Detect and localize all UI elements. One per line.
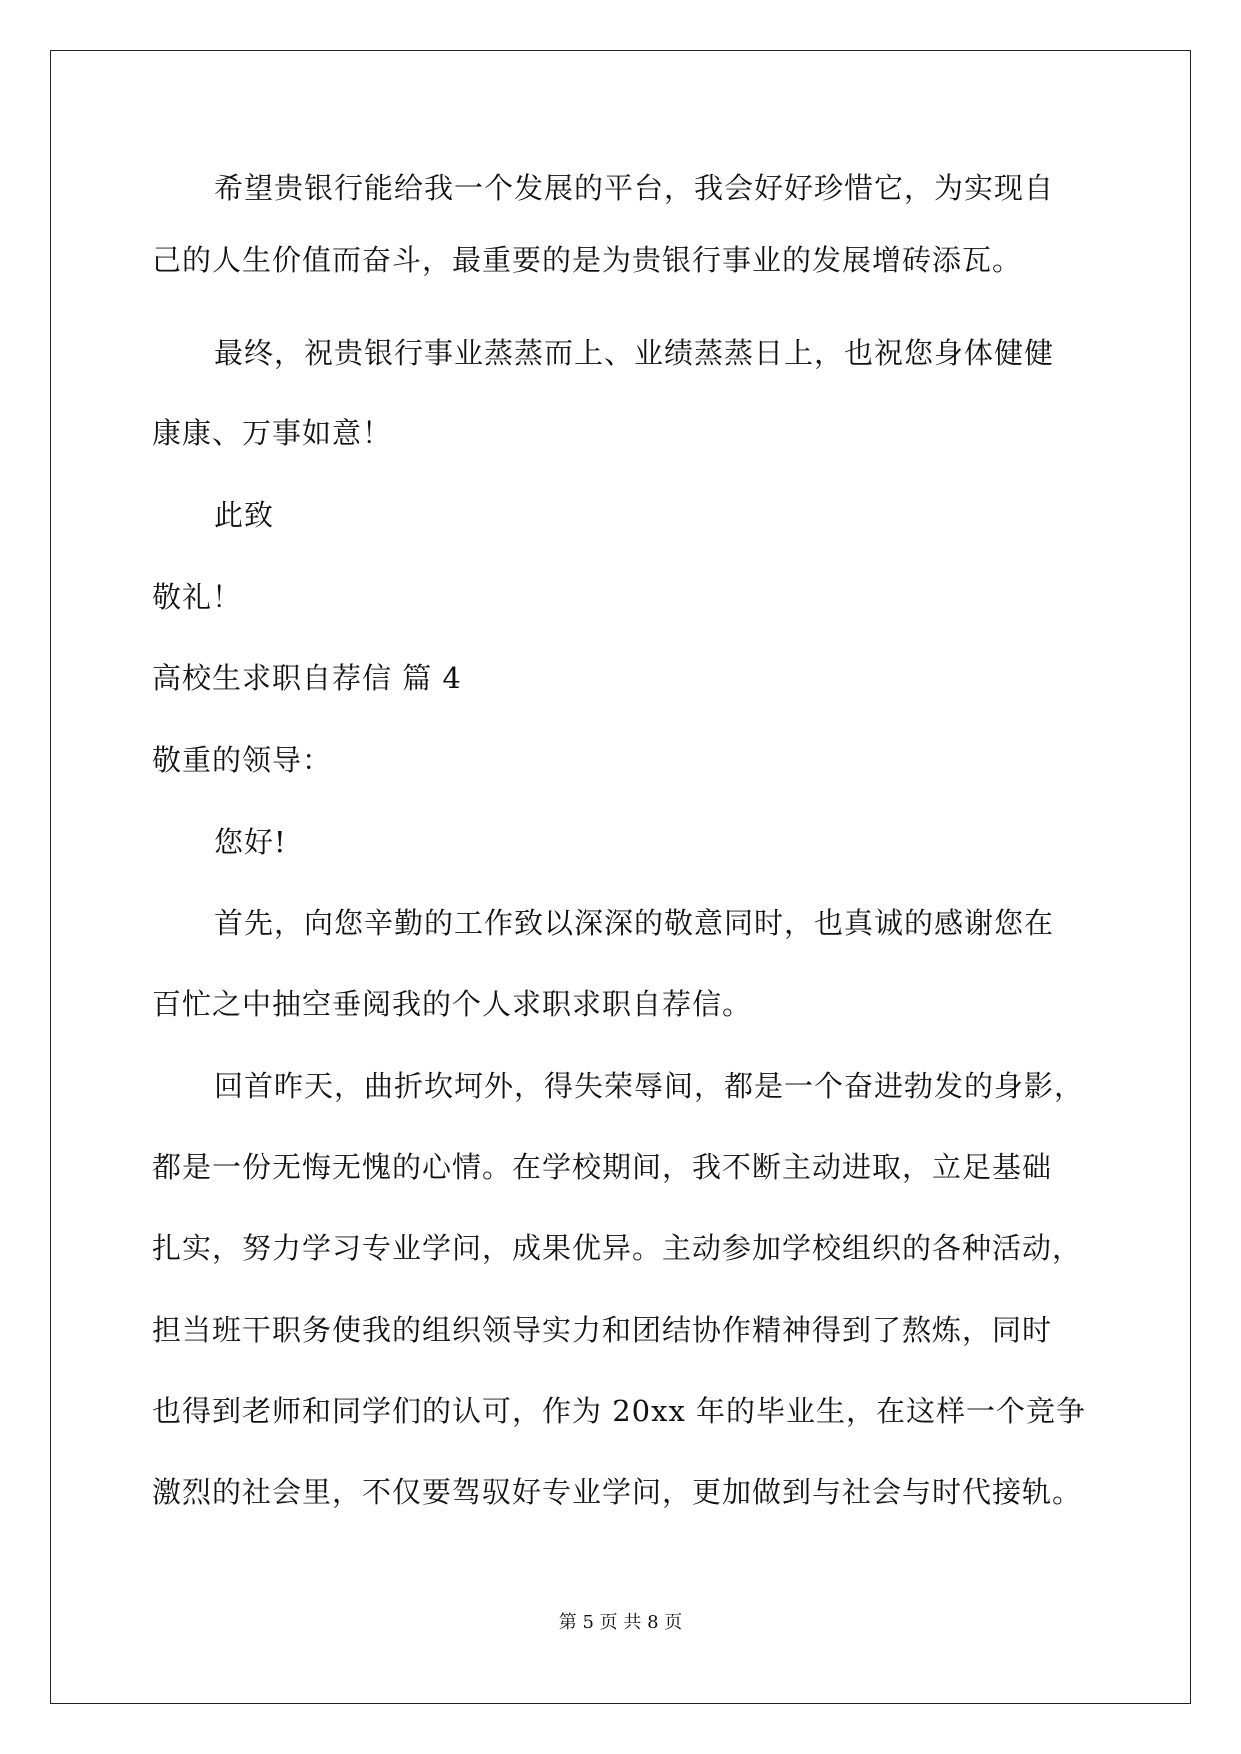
page-frame: [50, 50, 1191, 1704]
paragraph-line: 回首昨天，曲折坎坷外，得失荣辱间，都是一个奋进勃发的身影，: [214, 1069, 1085, 1103]
paragraph-line: 希望贵银行能给我一个发展的平台，我会好好珍惜它，为实现自: [214, 171, 1055, 205]
paragraph-line: 最终，祝贵银行事业蒸蒸而上、业绩蒸蒸日上，也祝您身体健健: [214, 336, 1055, 370]
paragraph-line: 己的人生价值而奋斗，最重要的是为贵银行事业的发展增砖添瓦。: [152, 243, 1023, 277]
paragraph-line: 激烈的社会里，不仅要驾驭好专业学问，更加做到与社会与时代接轨。: [152, 1475, 1083, 1509]
closing-salutation: 敬礼！: [152, 580, 243, 614]
section-title: 高校生求职自荐信 篇 4: [152, 661, 462, 695]
letter-salutation: 敬重的领导：: [152, 743, 333, 777]
closing-phrase: 此致: [214, 498, 275, 532]
paragraph-line: 百忙之中抽空垂阅我的个人求职求职自荐信。: [152, 987, 753, 1021]
paragraph-line: 担当班干职务使我的组织领导实力和团结协作精神得到了熬炼，同时: [152, 1313, 1053, 1347]
paragraph-line: 也得到老师和同学们的认可，作为 20xx 年的毕业生，在这样一个竞争: [152, 1394, 1087, 1428]
paragraph-line: 都是一份无悔无愧的心情。在学校期间，我不断主动进取，立足基础: [152, 1150, 1053, 1184]
paragraph-line: 首先，向您辛勤的工作致以深深的敬意同时，也真诚的感谢您在: [214, 906, 1055, 940]
paragraph-line: 康康、万事如意！: [152, 416, 393, 450]
page-number-footer: 第 5 页 共 8 页: [558, 1612, 683, 1633]
greeting: 您好!: [214, 825, 287, 859]
paragraph-line: 扎实，努力学习专业学问，成果优异。主动参加学校组织的各种活动，: [152, 1231, 1083, 1265]
